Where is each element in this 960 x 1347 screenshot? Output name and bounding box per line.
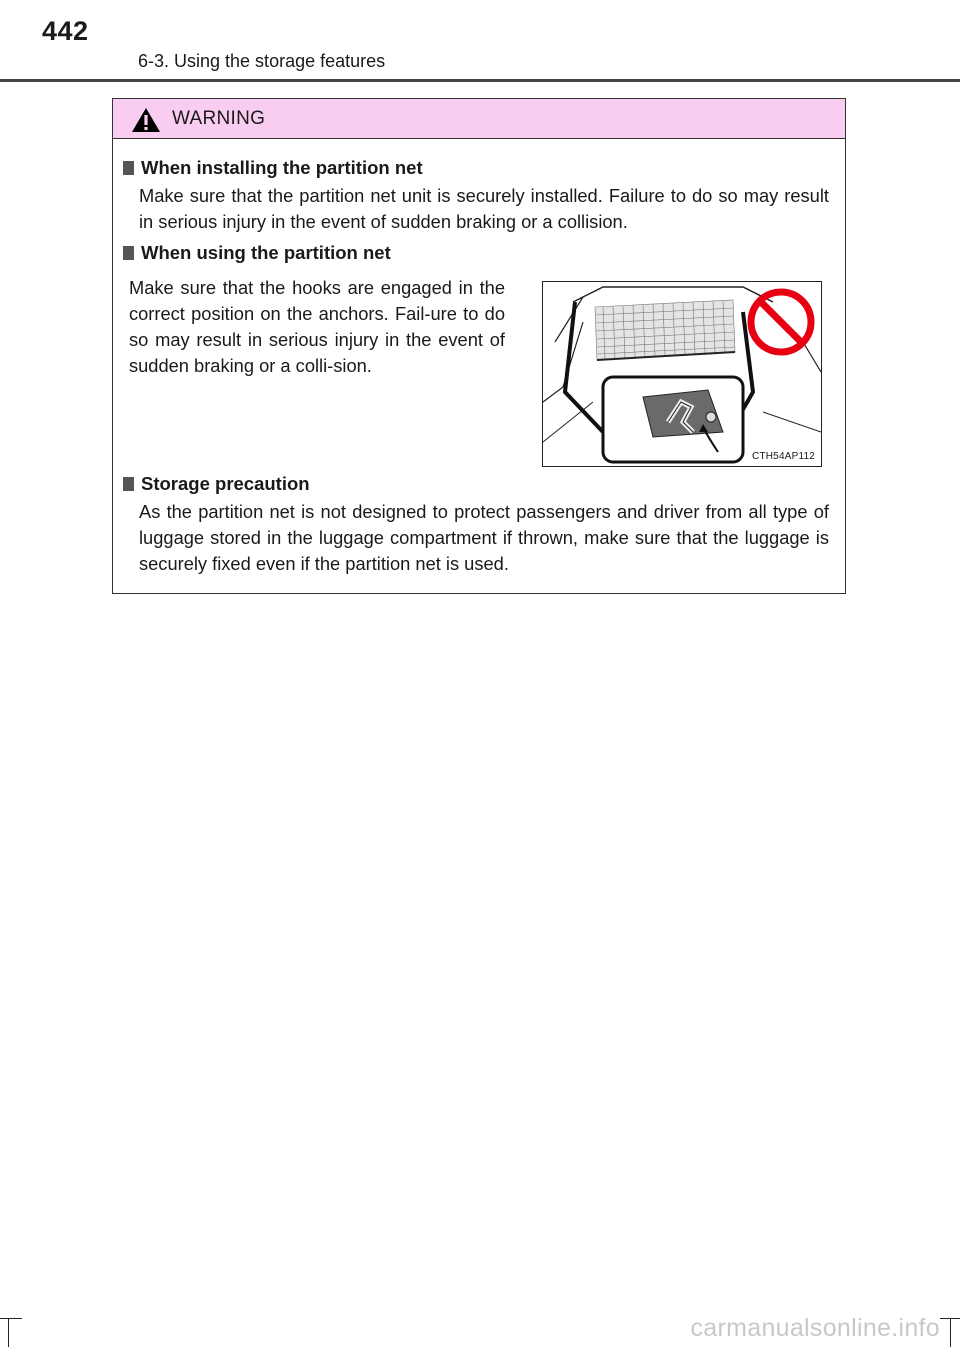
warning-header bbox=[113, 99, 845, 139]
partition-net-illustration bbox=[542, 281, 822, 467]
page-number: 442 bbox=[42, 16, 89, 46]
header-rule bbox=[0, 79, 960, 82]
crop-mark bbox=[950, 1318, 951, 1347]
bullet-square-icon bbox=[123, 161, 134, 175]
warning-section bbox=[123, 156, 829, 235]
watermark: carmanualsonline.info bbox=[690, 1314, 940, 1342]
section-body: Make sure that the hooks are engaged in the correct position on the anchors. Fail-ure to do so may result in serious injury in the event of sudden braking or a colli-sion. bbox=[129, 277, 505, 376]
warning-triangle-icon bbox=[131, 107, 161, 133]
section-heading: When installing the partition net bbox=[141, 157, 423, 178]
warning-box bbox=[112, 98, 846, 594]
section-heading: When using the partition net bbox=[141, 242, 391, 263]
section-heading: Storage precaution bbox=[141, 473, 310, 494]
page-header bbox=[42, 14, 960, 71]
illustration-code: CTH54AP112 bbox=[752, 451, 815, 462]
crop-mark bbox=[8, 1318, 9, 1347]
warning-section bbox=[123, 241, 829, 376]
section-title: 6-3. Using the storage features bbox=[138, 51, 386, 71]
warning-section bbox=[123, 472, 829, 577]
warning-title: WARNING bbox=[172, 108, 266, 129]
bullet-square-icon bbox=[123, 246, 134, 260]
crop-mark bbox=[940, 1318, 960, 1319]
prohibited-icon bbox=[745, 286, 817, 358]
section-body: Make sure that the partition net unit is securely installed. Failure to do so may result in serious injury in the event of sudden braking or a collision. bbox=[139, 185, 829, 232]
section-body: As the partition net is not designed to protect passengers and driver from all type of luggage stored in the luggage compartment if thrown, make sure that the luggage is securely fixed even if the partition net is used. bbox=[139, 501, 829, 574]
bullet-square-icon bbox=[123, 477, 134, 491]
crop-mark bbox=[0, 1318, 22, 1319]
